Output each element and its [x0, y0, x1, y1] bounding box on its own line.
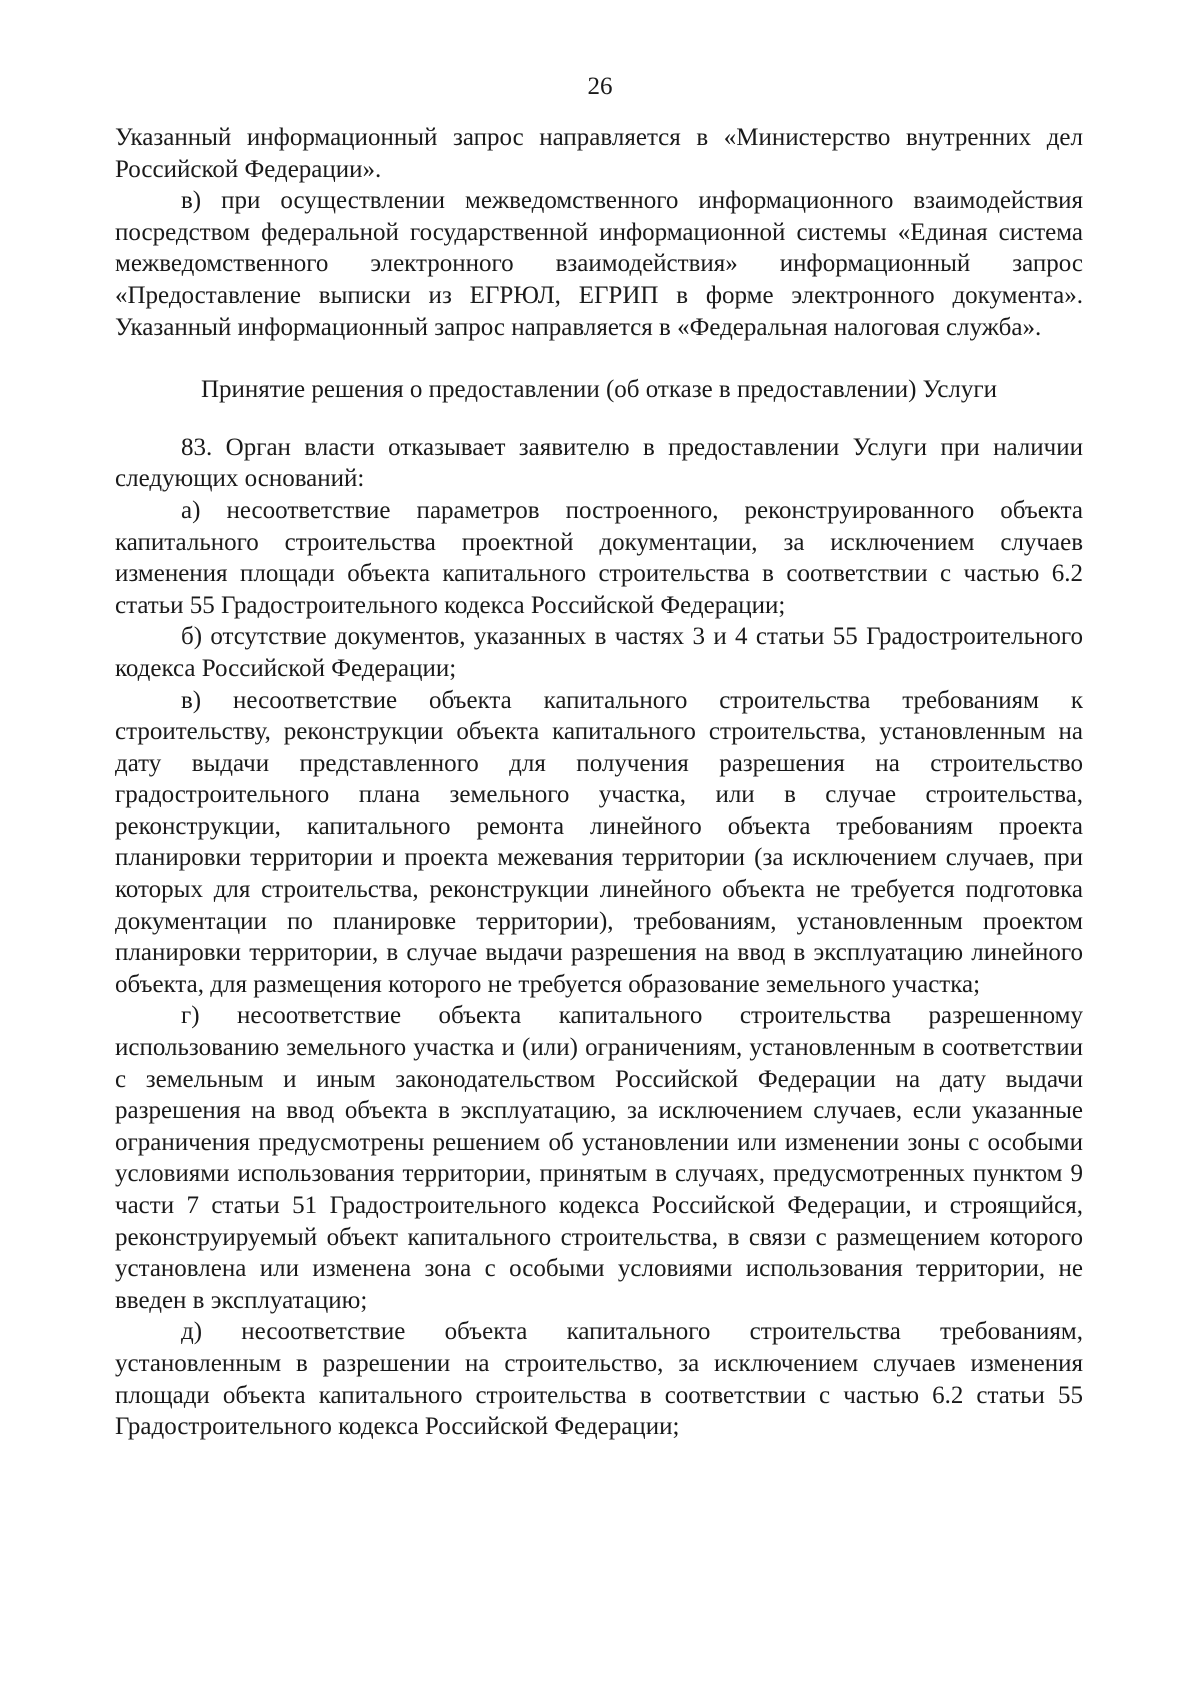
paragraph-item-b: б) отсутствие документов, указанных в частях 3 и 4 статьи 55 Градостроительного кодекса Российской Федерации;: [115, 623, 1083, 682]
paragraph-item-a: а) несоответствие параметров построенного, реконструированного объекта капитального строительства проектной документации, за исключением случаев изменения площади объекта капитального строительства в соответствии с частью 6.2 статьи 55 Градостроительного кодекса Российской Федерации;: [115, 496, 1083, 619]
section-heading: Принятие решения о предоставлении (об отказе в предоставлении) Услуги: [200, 376, 998, 404]
paragraph-item-g: г) несоответствие объекта капитального строительства разрешенному использованию земельного участка и (или) ограничениям, установленным в соответствии с земельным и иным законодательством Российской Федерации на дату выдачи разрешения на ввод объекта в эксплуатацию, за исключением случаев, если указанные ограничения предусмотрены решением об установлении или изменении зоны с особыми условиями использования территории, принятым в случаях, предусмотренных пунктом 9 части 7 статьи 51 Градостроительного кодекса Российской Федерации, и строящийся, реконструируемый объект капитального строительства, в связи с размещением которого установлена или изменена зона с особыми условиями использования территории, не введен в эксплуатацию;: [115, 1002, 1083, 1314]
paragraph-mvd-request: Указанный информационный запрос направляется в «Министерство внутренних дел Российской Федерации».: [115, 124, 1083, 183]
paragraph-item-d: д) несоответствие объекта капитального строительства требованиям, установленным в разрешении на строительство, за исключением случаев изменения площади объекта капитального строительства в соответствии с частью 6.2 статьи 55 Градостроительного кодекса Российской Федерации;: [115, 1318, 1083, 1441]
paragraph-item-v: в) несоответствие объекта капитального строительства требованиям к строительству, реконструкции объекта капитального строительства, установленным на дату выдачи представленного для получения разрешения на строительство градостроительного плана земельного участка, или в случае строительства, реконструкции, капитального ремонта линейного объекта требованиям проекта планировки территории и проекта межевания территории (за исключением случаев, при которых для строительства, реконструкции линейного объекта не требуется подготовка документации по планировке территории), требованиям, установленным проектом планировки территории, в случае выдачи разрешения на ввод в эксплуатацию линейного объекта, для размещения которого не требуется образование земельного участка;: [115, 686, 1083, 998]
document-body: [115, 122, 1083, 1443]
paragraph-83: 83. Орган власти отказывает заявителю в предоставлении Услуги при наличии следующих оснований:: [115, 433, 1083, 493]
page-number: 26: [587, 73, 613, 100]
paragraph-item-v-smev: в) при осуществлении межведомственного информационного взаимодействия посредством федеральной государственной информационной системы «Единая система межведомственного электронного взаимодействия» информационный запрос «Предоставление выписки из ЕГРЮЛ, ЕГРИП в форме электронного документа». Указанный информационный запрос направляется в «Федеральная налоговая служба».: [115, 187, 1083, 341]
